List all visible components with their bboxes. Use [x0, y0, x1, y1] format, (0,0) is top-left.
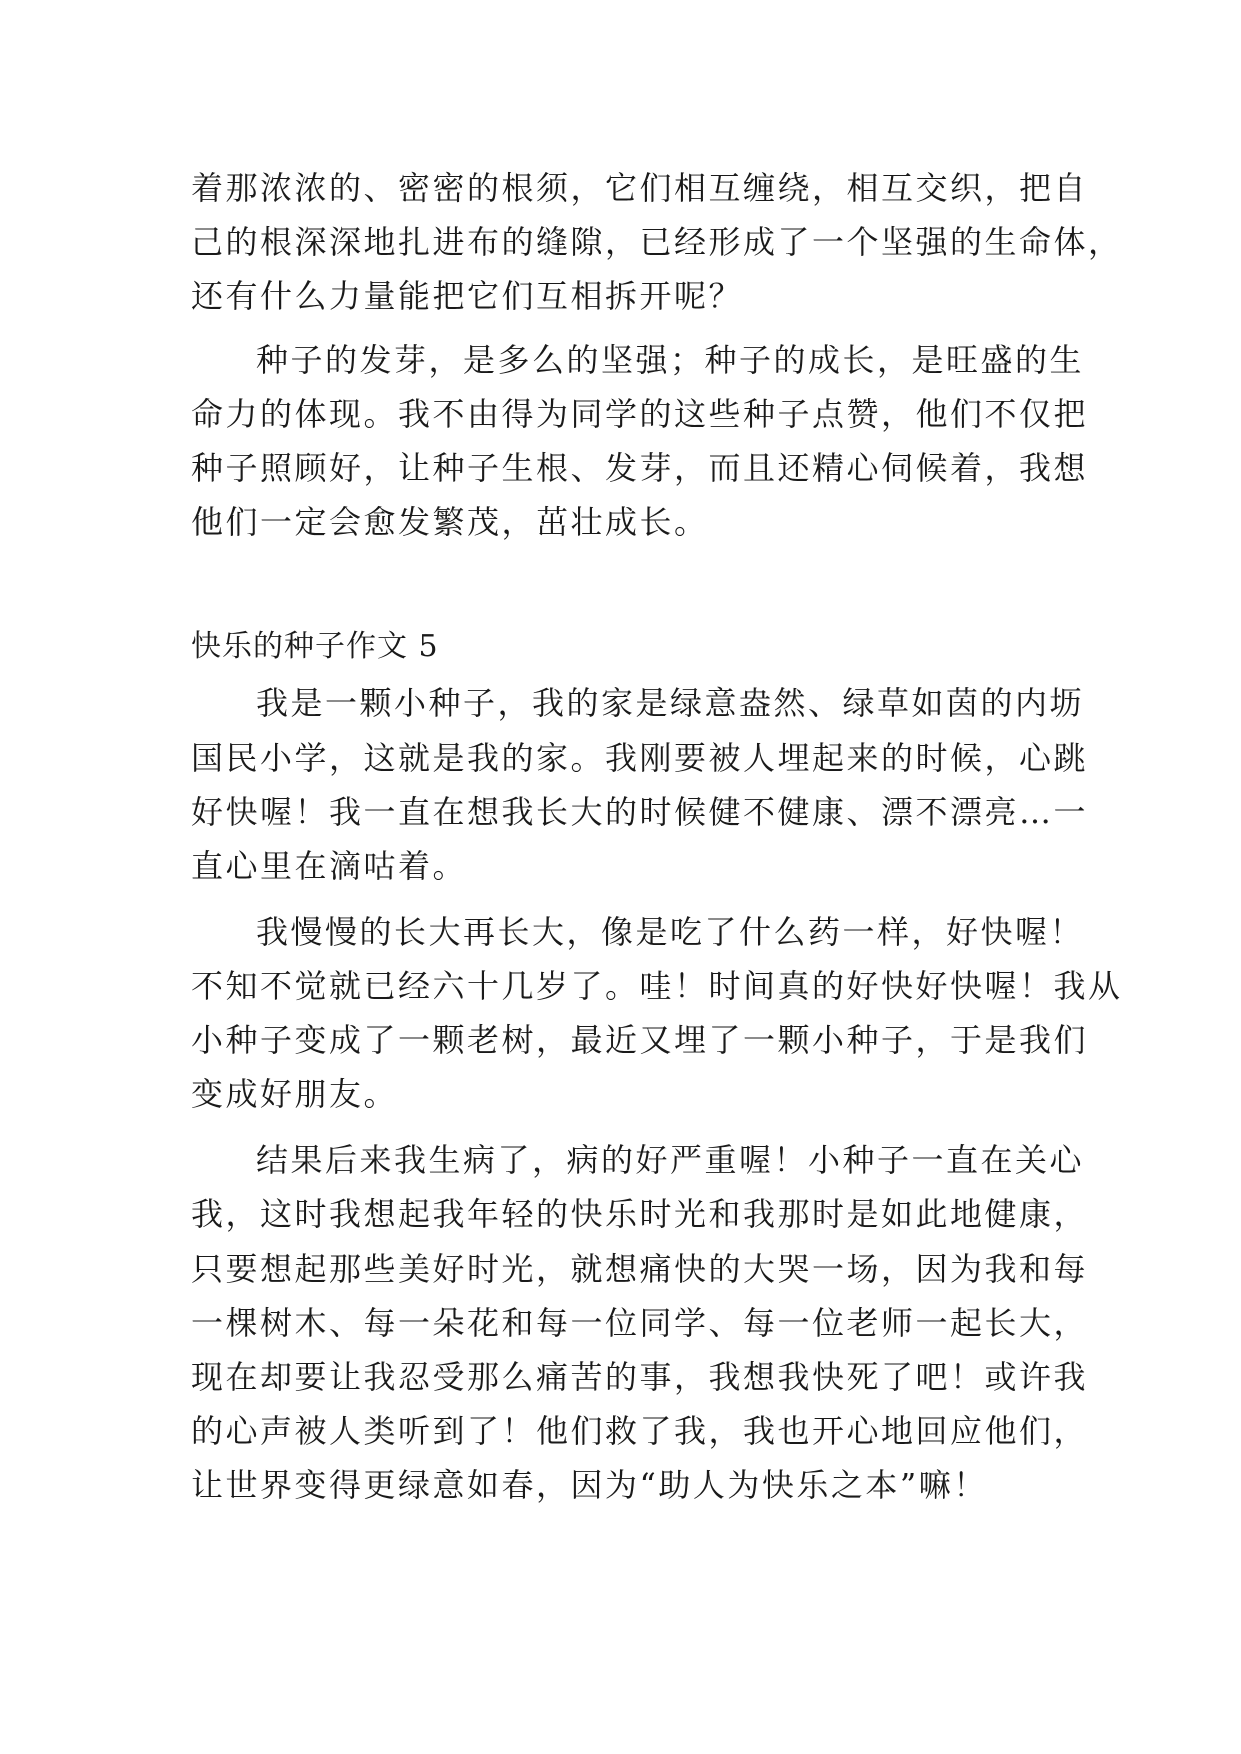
text-line: 种子的发芽，是多么的坚强；种子的成长，是旺盛的生	[256, 341, 1085, 379]
text-line: 己的根深深地扎进布的缝隙，已经形成了一个坚强的生命体，	[191, 223, 1123, 261]
text-line: 的心声被人类听到了！他们救了我，我也开心地回应他们，	[191, 1412, 1089, 1450]
text-line: 不知不觉就已经六十几岁了。哇！时间真的好快好快喔！我从	[191, 967, 1123, 1005]
section-title: 快乐的种子作文 5	[191, 629, 439, 664]
text-line: 只要想起那些美好时光，就想痛快的大哭一场，因为我和每	[191, 1250, 1089, 1288]
text-line: 现在却要让我忍受那么痛苦的事，我想我快死了吧！或许我	[191, 1358, 1089, 1396]
text-line: 他们一定会愈发繁茂，茁壮成长。	[191, 503, 709, 541]
text-line: 我，这时我想起我年轻的快乐时光和我那时是如此地健康，	[191, 1195, 1089, 1233]
text-line: 小种子变成了一颗老树，最近又埋了一颗小种子，于是我们	[191, 1021, 1089, 1059]
text-line: 结果后来我生病了，病的好严重喔！小种子一直在关心	[256, 1141, 1085, 1179]
text-line: 我慢慢的长大再长大，像是吃了什么药一样，好快喔！	[256, 913, 1085, 951]
text-line: 着那浓浓的、密密的根须，它们相互缠绕，相互交织，把自	[191, 169, 1089, 207]
text-line: 我是一颗小种子，我的家是绿意盎然、绿草如茵的内坜	[256, 684, 1085, 722]
text-line: 一棵树木、每一朵花和每一位同学、每一位老师一起长大，	[191, 1304, 1089, 1342]
text-line: 国民小学，这就是我的家。我刚要被人埋起来的时候，心跳	[191, 739, 1089, 777]
text-line: 直心里在滴咕着。	[191, 847, 468, 885]
text-line: 好快喔！我一直在想我长大的时候健不健康、漂不漂亮…一	[191, 793, 1089, 831]
text-line: 让世界变得更绿意如春，因为“助人为快乐之本”嘛！	[191, 1466, 988, 1504]
text-line: 还有什么力量能把它们互相拆开呢？	[191, 277, 744, 315]
text-line: 变成好朋友。	[191, 1075, 399, 1113]
text-line: 命力的体现。我不由得为同学的这些种子点赞，他们不仅把	[191, 395, 1089, 433]
text-line: 种子照顾好，让种子生根、发芽，而且还精心伺候着，我想	[191, 449, 1089, 487]
